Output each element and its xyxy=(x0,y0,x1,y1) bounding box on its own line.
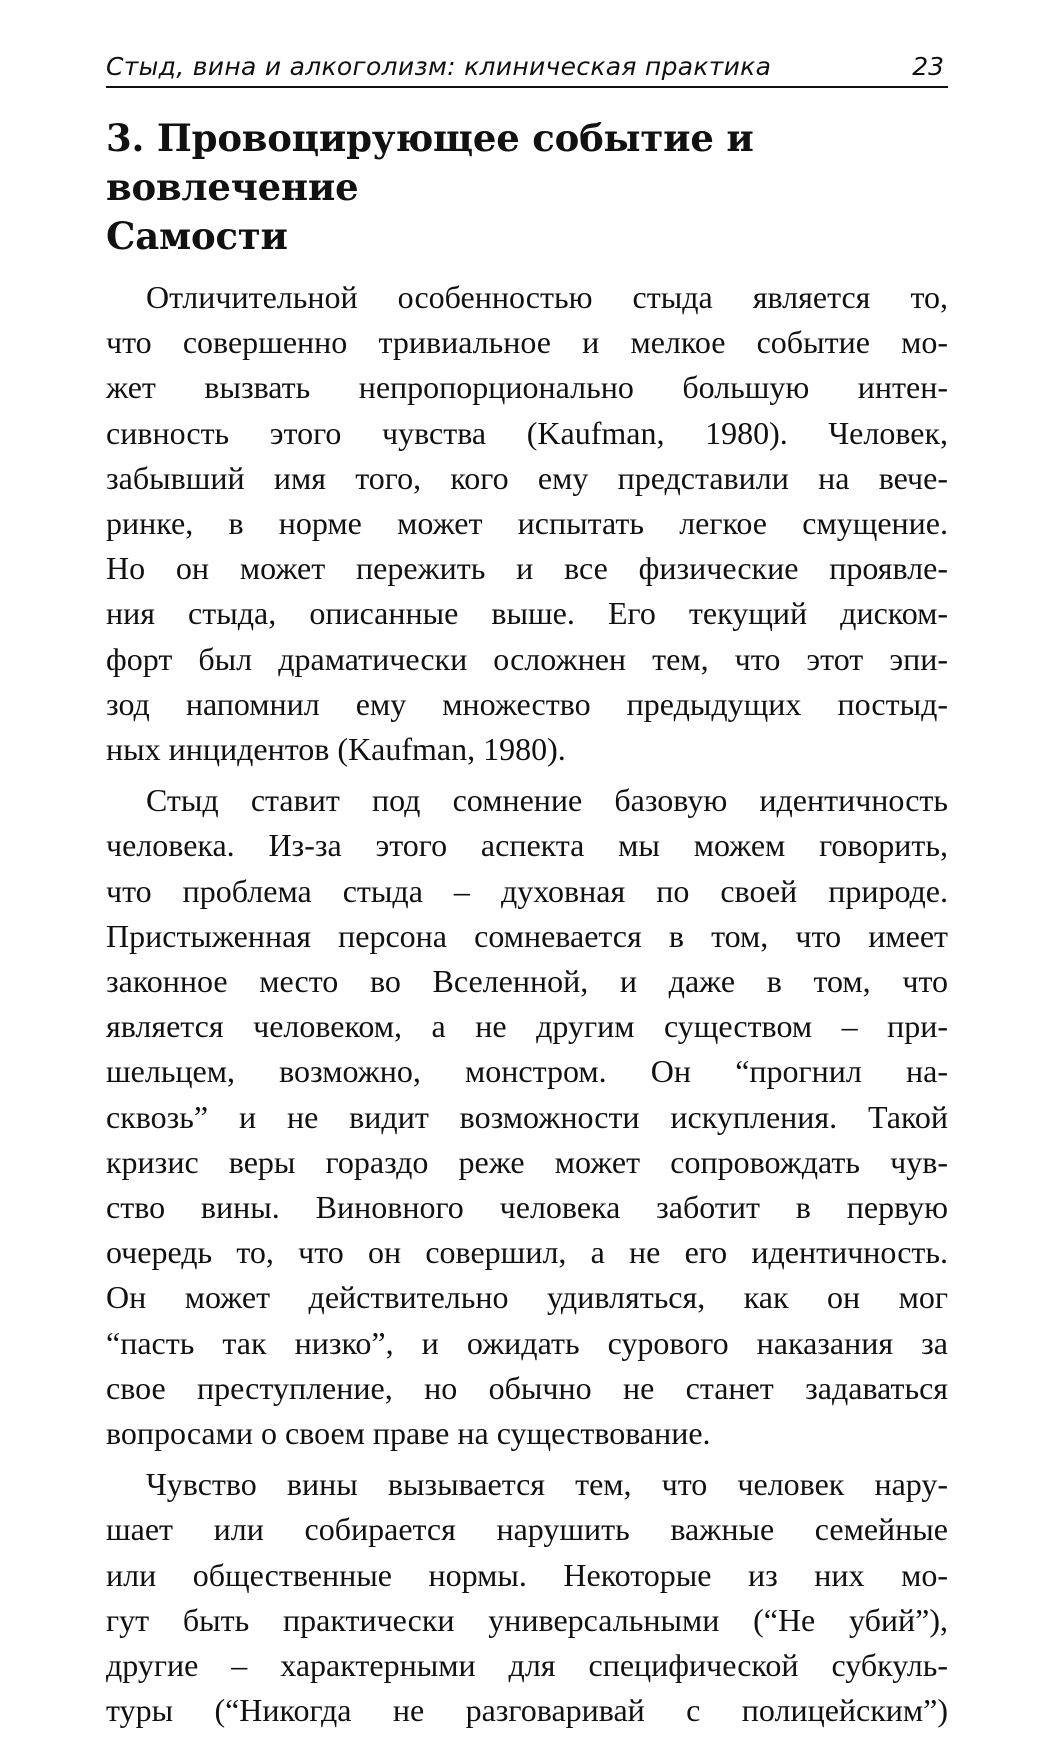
text-line: зод напомнил ему множество предыдущих постыд- xyxy=(106,685,948,722)
text-line: форт был драматически осложнен тем, что этот эпи- xyxy=(106,640,948,677)
paragraph xyxy=(106,778,948,1456)
body-text xyxy=(106,275,948,1734)
text-line: забывший имя того, кого ему представили на вече- xyxy=(106,459,948,496)
text-line: Стыд ставит под сомнение базовую идентичность xyxy=(146,782,948,819)
text-line: ство вины. Виновного человека заботит в первую xyxy=(106,1189,948,1226)
text-line: законное место во Вселенной, и даже в том, что xyxy=(106,963,948,1000)
text-line: Чувство вины вызывается тем, что человек нару- xyxy=(146,1466,948,1503)
text-line: шельцем, возможно, монстром. Он “прогнил на- xyxy=(106,1053,948,1090)
text-line: или общественные нормы. Некоторые из них мо- xyxy=(106,1556,948,1593)
text-line: Отличительной особенностью стыда является то, xyxy=(146,279,948,315)
book-page xyxy=(106,52,948,1740)
text-line: что проблема стыда – духовная по своей природе. xyxy=(106,872,948,909)
text-line: гут быть практически универсальными (“Не убий”), xyxy=(106,1601,948,1638)
text-line: Но он может пережить и все физические проявле- xyxy=(106,550,948,587)
text-line: другие – характерными для специфической субкуль- xyxy=(106,1647,948,1684)
text-line: что совершенно тривиальное и мелкое событие мо- xyxy=(106,324,948,361)
running-head-title: Стыд, вина и алкоголизм: клиническая практика xyxy=(106,52,772,81)
paragraph xyxy=(106,1462,948,1733)
text-line: человека. Из-за этого аспекта мы можем говорить, xyxy=(106,827,948,864)
text-line: сквозь” и не видит возможности искупления. Такой xyxy=(106,1098,948,1135)
running-head xyxy=(106,52,948,88)
text-line: шает или собирается нарушить важные семейные xyxy=(106,1511,948,1548)
page-number: 23 xyxy=(912,52,944,81)
text-line: свое преступление, но обычно не станет задаваться xyxy=(106,1369,948,1406)
text-line: вопросами о своем праве на существование. xyxy=(106,1415,711,1452)
text-line: кризис веры гораздо реже может сопровождать чув- xyxy=(106,1143,948,1180)
text-line: сивность этого чувства (Kaufman, 1980). Человек, xyxy=(106,414,948,451)
text-line: очередь то, что он совершил, а не его идентичность. xyxy=(106,1234,948,1271)
chapter-title-line-1: 3. Провоцирующее событие и вовлечение xyxy=(106,116,754,209)
text-line: является человеком, а не другим существом – при- xyxy=(106,1008,948,1045)
chapter-title xyxy=(106,114,948,261)
text-line: Он может действительно удивляться, как он мог xyxy=(106,1279,948,1316)
text-line: ринке, в норме может испытать легкое смущение. xyxy=(106,505,948,542)
text-line: ных инцидентов (Kaufman, 1980). xyxy=(106,731,566,768)
text-line: туры (“Никогда не разговаривай с полицейским”) xyxy=(106,1692,948,1729)
paragraph xyxy=(106,275,948,772)
chapter-title-line-2: Самости xyxy=(106,214,288,258)
text-line: жет вызвать непропорционально большую интен- xyxy=(106,369,948,406)
text-line: Пристыженная персона сомневается в том, что имеет xyxy=(106,917,948,954)
text-line: ния стыда, описанные выше. Его текущий диском- xyxy=(106,595,948,632)
text-line: “пасть так низко”, и ожидать сурового наказания за xyxy=(106,1324,948,1361)
